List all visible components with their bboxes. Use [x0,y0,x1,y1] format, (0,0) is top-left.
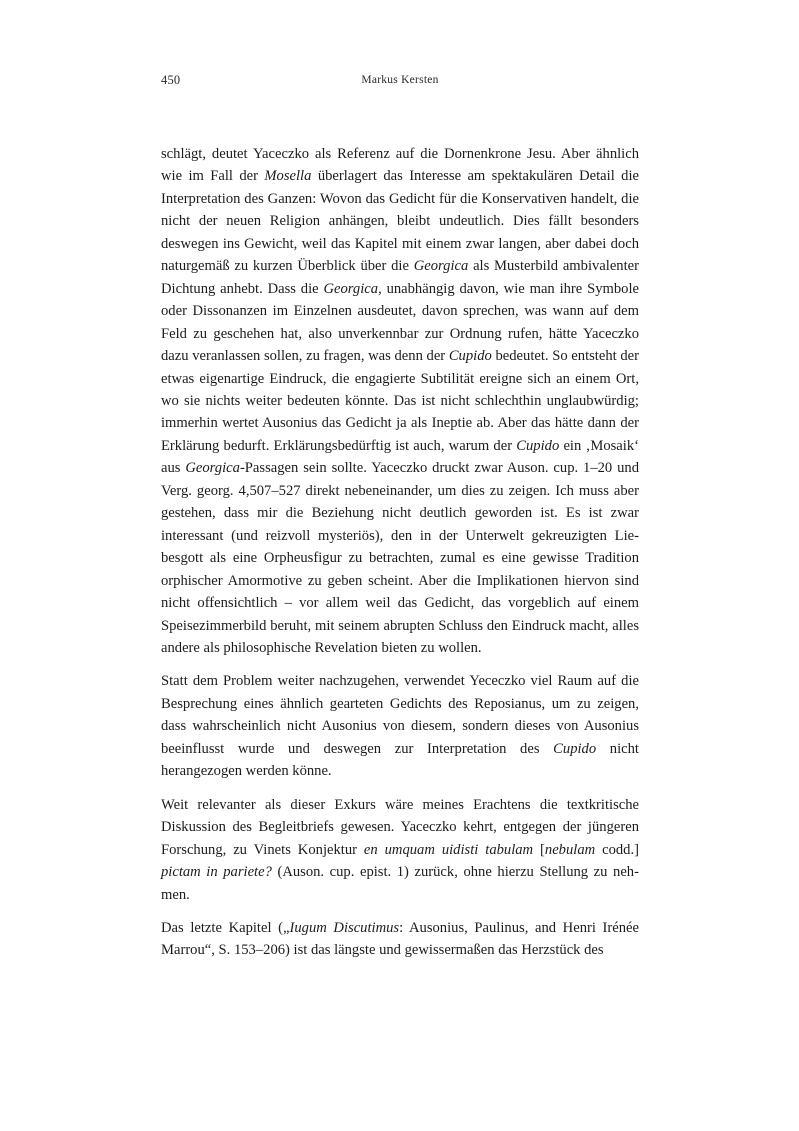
page-number: 450 [161,73,181,87]
running-title: Markus Kersten [361,74,439,86]
paragraph: Statt dem Problem weiter nachzugehen, verwendet Yececzko viel Raum auf die Besprechung eines ähnlich gearteten Gedichts des Reposianus, um zu zeigen, dass wahrscheinlich nicht Ausonius von diesem, sondern dieses von Ausonius beeinflusst wurde und deswegen zur Interpretation des Cupido nicht herangezogen werden könne. [161,673,639,780]
paragraph: schlägt, deutet Yaceczko als Referenz auf die Dornenkrone Jesu. Aber ähnlich wie im Fall der Mosella überlagert das Interesse am spektakulären Detail die Interpretation des Ganzen: Wovon das Gedicht für die Konservativen handelt, die nicht der neuen Religion anhängen, bleibt undeutlich. Dies fällt besonders deswegen ins Gewicht, weil das Kapitel mit einem zwar langen, aber dabei doch naturgemäß zu kurzen Überblick über die Georgica als Musterbild ambivalenter Dichtung anhebt. Dass die Georgica, unabhängig davon, wie man ihre Symbole oder Dissonanzen im Einzelnen ausdeutet, davon sprechen, was wann auf dem Feld zu geschehen hat, also unverkennbar zur Ordnung rufen, hätte Yaceczko dazu veranlassen sollen, zu fragen, was denn der Cupido bedeutet. So entsteht der etwas eigenartige Eindruck, die engagierte Subtilität ereigne sich an einem Ort, wo sie nichts weiter bedeuten könnte. Das ist nicht schlechthin unglaubwürdig; immerhin wertet Ausonius das Gedicht ja als Ineptie ab. Aber das hätte dann der Erklärung bedurft. Erklärungsbedürftig ist auch, warum der Cupido ein ‚Mosaik‘ aus Georgica-Passagen sein sollte. Yaceczko druckt zwar Auson. cup. 1–20 und Verg. georg. 4,507–527 direkt nebeneinander, um dies zu zeigen. Ich muss aber gestehen, dass mir die Beziehung nicht deutlich geworden ist. Es ist zwar interessant (und reizvoll mysteriös), den in der Unterwelt gekreuzigten Liebesgott als eine Orpheusfigur zu betrachten, zumal es eine gewisse Tradition orphischer Amormotive zu geben scheint. Aber die Implikationen hiervon sind nicht offensichtlich – vor allem weil das Gedicht, das vorgeblich auf einem Speisezimmerbild beruht, mit seinem abrupten Schluss den Eindruck macht, alles andere als philosophische Revelation bieten zu wollen. [161,146,640,656]
paragraph: Das letzte Kapitel („Iugum Discutimus: Ausonius, Paulinus, and Henri Irénée Marrou“, S. 153–206) ist das längste und gewissermaßen das Herzstück des [161,919,639,959]
running-head [161,70,639,90]
paragraph: Weit relevanter als dieser Exkurs wäre meines Erachtens die textkritische Diskussion des Begleitbriefs gewesen. Yaceczko kehrt, entgegen der jüngeren Forschung, zu Vinets Konjektur en umquam uidisti tabulam [nebulam codd.] pictam in pariete? (Auson. cup. epist. 1) zurück, ohne hierzu Stellung zu nehmen. [161,796,639,903]
body-text-block [161,143,639,962]
